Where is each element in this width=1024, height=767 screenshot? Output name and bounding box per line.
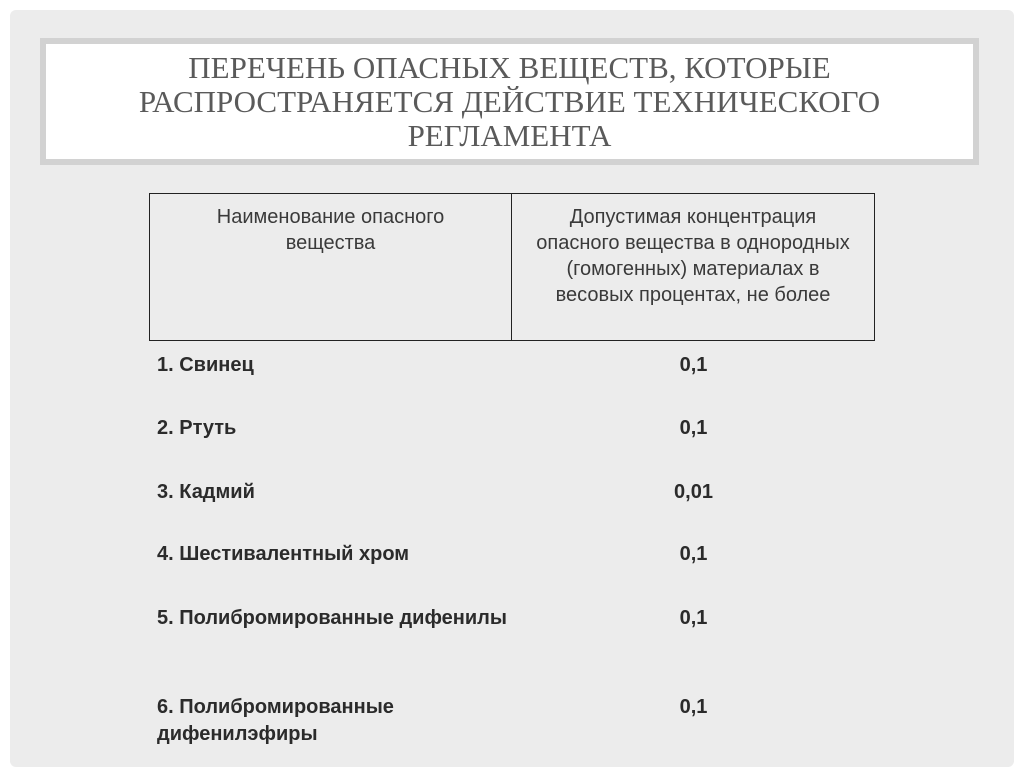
- table-row: [149, 352, 875, 379]
- table-header: [149, 193, 875, 341]
- concentration-value: 0,1: [679, 543, 708, 565]
- header-substance-name: Наименование опасного вещества: [150, 194, 512, 340]
- substance-name: 6. Полибромированные дифенилэфиры: [157, 696, 394, 745]
- header-allowed-concentration: Допустимая концентрация опасного вещества в однородных (гомогенных) материалах в весовых процентах, не более: [536, 206, 850, 306]
- substance-name: 2. Ртуть: [157, 417, 237, 439]
- concentration-value: 0,01: [674, 481, 713, 503]
- slide-title: ПЕРЕЧЕНЬ ОПАСНЫХ ВЕЩЕСТВ, КОТОРЫЕ РАСПРОСТРАНЯЕТСЯ ДЕЙСТВИЕ ТЕХНИЧЕСКОГО РЕГЛАМЕНТА: [138, 49, 881, 153]
- substance-name: 1. Свинец: [157, 354, 254, 376]
- title-box: [40, 38, 979, 165]
- slide: [10, 10, 1014, 767]
- table-row: [149, 694, 875, 748]
- concentration-value: 0,1: [679, 417, 708, 439]
- table-row: [149, 605, 875, 632]
- concentration-value: 0,1: [679, 607, 708, 629]
- table-row: [149, 541, 875, 568]
- substance-name: 4. Шестивалентный хром: [157, 543, 410, 565]
- table-row: [149, 415, 875, 442]
- substance-name: 3. Кадмий: [157, 481, 255, 503]
- concentration-value: 0,1: [679, 696, 708, 718]
- concentration-value: 0,1: [679, 354, 708, 376]
- table-row: [149, 479, 875, 506]
- substance-name: 5. Полибромированные дифенилы: [157, 607, 507, 629]
